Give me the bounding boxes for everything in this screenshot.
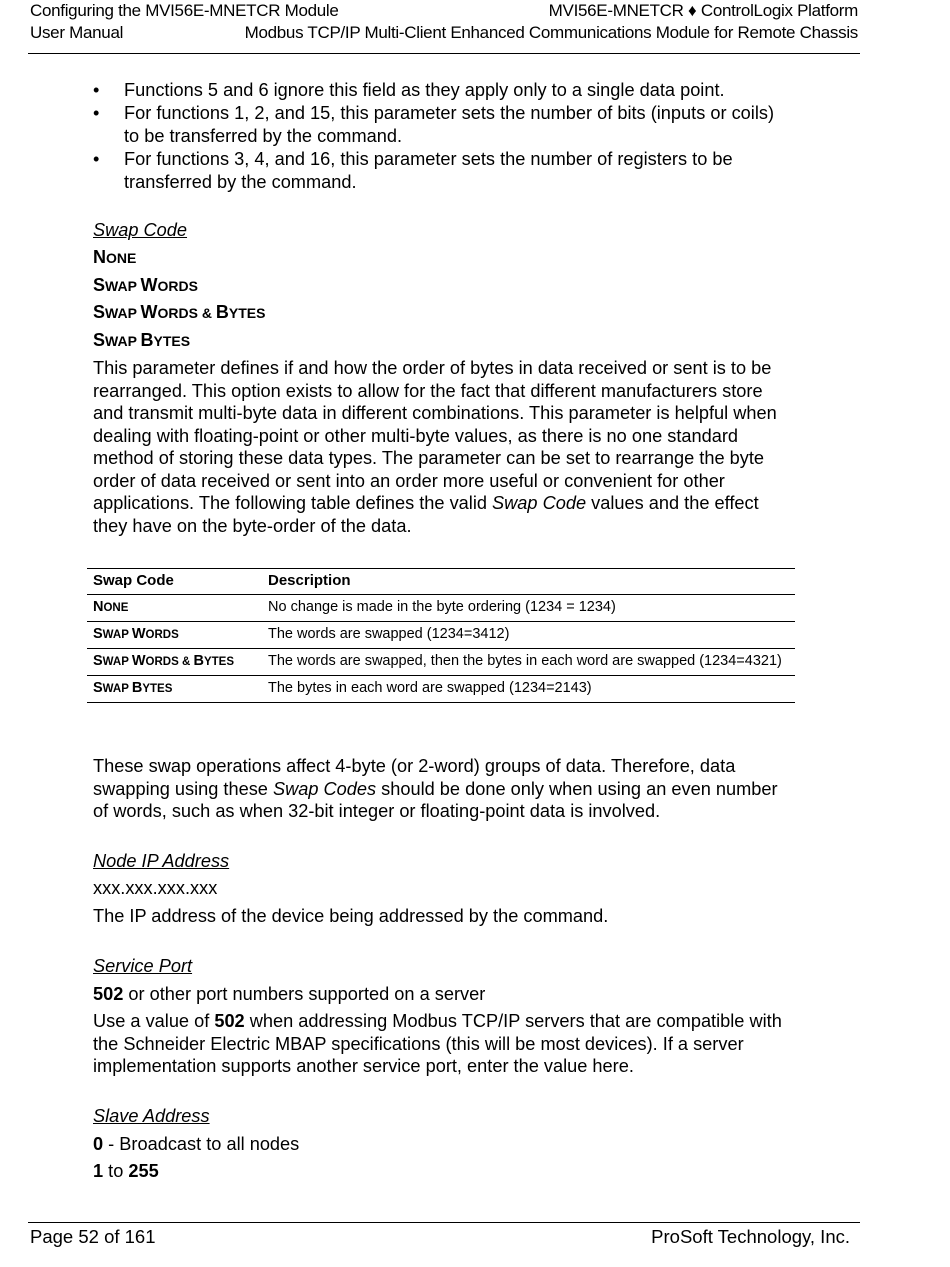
swap-code-description: This parameter defines if and how the order of bytes in data received or sent is to be rearranged. This option exists to allow for the fact that different manufacturers store and transmit multi-byte data in different combinations. This parameter is helpful when dealing with floating-point or other multi-byte values, as there is no one standard method of storing these data types. The parameter can be set to rearrange the byte order of data received or sent into an order more useful or convenient for other applications. The following table defines the valid Swap Code values and the effect they have on the byte-order of the data.: [93, 358, 777, 536]
swap-option-swap-bytes: SWAP BYTES: [93, 330, 191, 350]
header-doc-type: User Manual: [30, 23, 124, 42]
swap-option-swap-words-bytes: SWAP WORDS & BYTES: [93, 302, 266, 322]
section-heading-swap-code: Swap Code: [93, 220, 188, 240]
bullet-dot: •: [93, 149, 100, 169]
header-rule: [28, 53, 860, 54]
bullet-dot: •: [93, 80, 100, 100]
header-chapter-title: Configuring the MVI56E-MNETCR Module: [30, 1, 339, 20]
column-header-description: Description: [268, 572, 351, 589]
swap-code-table: [87, 568, 795, 703]
swap-code-cell: SWAP WORDS: [93, 626, 179, 642]
footer-rule: [28, 1222, 860, 1223]
table-row: [87, 649, 795, 676]
running-header-line-2: [30, 22, 858, 44]
service-port-value: 502 or other port numbers supported on a server: [93, 984, 486, 1004]
slave-address-broadcast: 0 - Broadcast to all nodes: [93, 1134, 300, 1154]
swap-code-cell: NONE: [93, 599, 129, 615]
running-header-line-1: [30, 0, 858, 22]
slave-address-range: 1 to 255: [93, 1161, 159, 1181]
description-cell: The words are swapped, then the bytes in each word are swapped (1234=4321): [268, 653, 782, 669]
description-cell: The words are swapped (1234=3412): [268, 626, 510, 642]
footer-company: ProSoft Technology, Inc.: [651, 1226, 850, 1247]
description-cell: The bytes in each word are swapped (1234=2143): [268, 680, 592, 696]
bullet-text: Functions 5 and 6 ignore this field as they apply only to a single data point.: [124, 80, 725, 100]
swap-code-cell: SWAP BYTES: [93, 680, 173, 696]
section-heading-service-port: Service Port: [93, 956, 193, 976]
header-product-platform: MVI56E-MNETCR ♦ ControlLogix Platform: [548, 1, 858, 20]
node-ip-description: The IP address of the device being addressed by the command.: [93, 906, 609, 926]
bullet-text: For functions 3, 4, and 16, this parameter sets the number of registers to be transferred by the command.: [124, 149, 733, 192]
section-heading-slave-address: Slave Address: [93, 1106, 210, 1126]
column-header-swap-code: Swap Code: [93, 572, 174, 589]
header-product-description: Modbus TCP/IP Multi-Client Enhanced Communications Module for Remote Chassis: [244, 23, 858, 42]
table-row: [87, 622, 795, 649]
section-heading-node-ip: Node IP Address: [93, 851, 230, 871]
bullet-text: For functions 1, 2, and 15, this parameter sets the number of bits (inputs or coils) to be transferred by the command.: [124, 103, 775, 146]
table-row: [87, 595, 795, 622]
swap-note-paragraph: These swap operations affect 4-byte (or 2-word) groups of data. Therefore, data swapping using these Swap Codes should be done only when using an even number of words, such as when 32-bit integer or floating-point data is involved.: [93, 756, 778, 821]
service-port-description: Use a value of 502 when addressing Modbus TCP/IP servers that are compatible with the Schneider Electric MBAP specifications (this will be most devices). If a server implementation supports another service port, enter the value here.: [93, 1011, 782, 1076]
swap-option-none: NONE: [93, 247, 137, 267]
bullet-dot: •: [93, 103, 100, 123]
page-number: Page 52 of 161: [30, 1226, 156, 1247]
table-header-row: [87, 569, 795, 595]
swap-code-cell: SWAP WORDS & BYTES: [93, 653, 234, 669]
table-row: [87, 676, 795, 703]
description-cell: No change is made in the byte ordering (1234 = 1234): [268, 599, 616, 615]
node-ip-value: xxx.xxx.xxx.xxx: [93, 878, 218, 898]
swap-option-swap-words: SWAP WORDS: [93, 275, 198, 295]
